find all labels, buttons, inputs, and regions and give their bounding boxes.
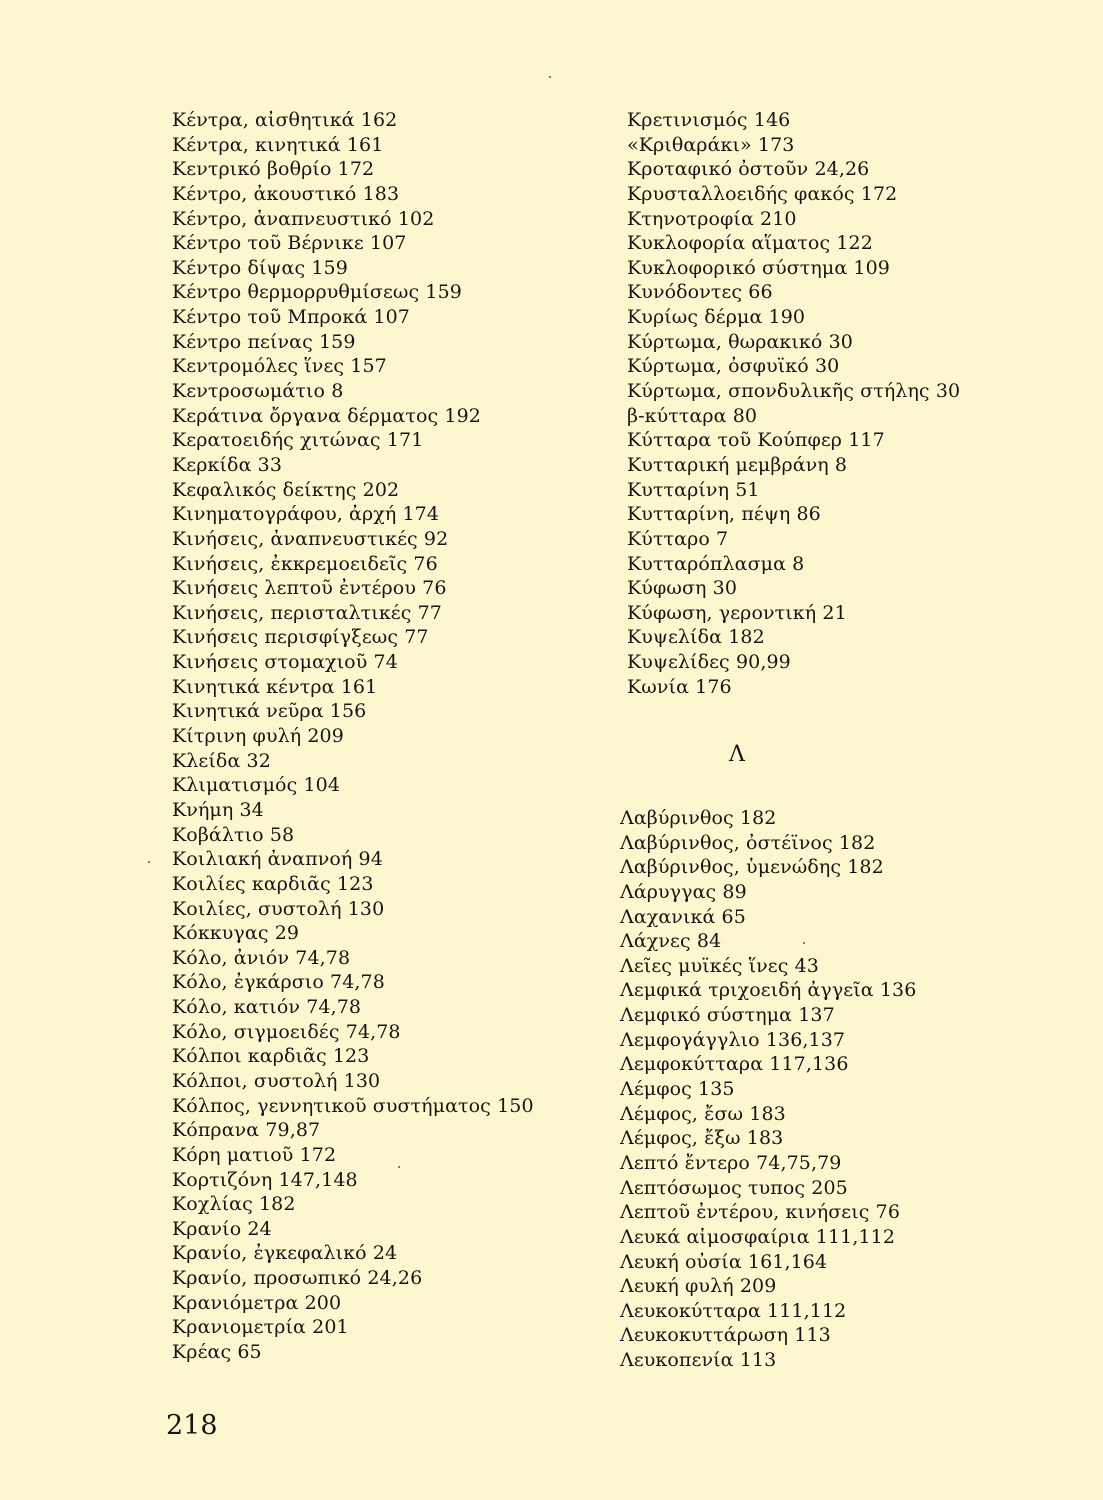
index-column-left	[172, 108, 572, 1365]
index-entry: Κόπρανα 79,87	[172, 1119, 321, 1142]
index-entry: Κυτταρόπλασμα 8	[627, 552, 805, 575]
index-column-right-top	[627, 108, 1067, 699]
index-entry: Κέντρο θερμορρυθμίσεως 159	[172, 281, 462, 304]
print-speck	[398, 1166, 400, 1168]
index-entry: Κυτταρική μεμβράνη 8	[627, 453, 848, 476]
index-entry: Κυψελίδες 90,99	[627, 651, 791, 674]
index-entry: Κινήσεις στομαχιοῦ 74	[172, 651, 398, 674]
index-entry: Κόρη ματιοῦ 172	[172, 1143, 337, 1166]
index-entry: Κέντρο, ἀναπνευστικό 102	[172, 207, 435, 230]
index-entry: Λεπτόσωμος τυπος 205	[620, 1176, 848, 1199]
index-entry: Κερατοειδής χιτώνας 171	[172, 429, 424, 452]
print-speck	[803, 942, 805, 944]
page-number: 218	[166, 1410, 218, 1441]
index-entry: Κοχλίας 182	[172, 1193, 296, 1216]
index-entry: Κοβάλτιο 58	[172, 823, 295, 846]
index-entry: Κινήσεις, περισταλτικές 77	[172, 601, 443, 624]
index-entry: Κύτταρο 7	[627, 527, 729, 550]
index-entry: Κινήσεις λεπτοῦ ἐντέρου 76	[172, 577, 447, 600]
index-entry: Κοιλιακή ἀναπνοή 94	[172, 848, 383, 871]
index-entry: Κυρίως δέρμα 190	[627, 306, 806, 329]
index-entry: Κέντρο τοῦ Μπροκά 107	[172, 306, 410, 329]
print-speck	[549, 76, 551, 78]
index-entry: Κέντρα, κινητικά 161	[172, 133, 384, 156]
index-entry: Κίτρινη φυλή 209	[172, 725, 344, 748]
index-entry: Κρανίο 24	[172, 1217, 272, 1240]
index-entry: Κόλο, ἐγκάρσιο 74,78	[172, 971, 385, 994]
index-entry: Λευκή φυλή 209	[620, 1275, 777, 1298]
index-entry: Κλιματισμός 104	[172, 774, 341, 797]
index-entry: Λέμφος, ἔσω 183	[620, 1102, 786, 1125]
index-entry: β-κύτταρα 80	[627, 404, 758, 427]
index-entry: Κύρτωμα, θωρακικό 30	[627, 330, 853, 353]
index-entry: Κρέας 65	[172, 1341, 262, 1364]
index-entry: Κινήσεις, ἀναπνευστικές 92	[172, 527, 449, 550]
index-entry: Κεντρικό βοθρίο 172	[172, 158, 375, 181]
index-entry: Κυκλοφορία αἵματος 122	[627, 232, 873, 255]
index-entry: Κυτταρίνη, πέψη 86	[627, 503, 821, 526]
index-entry: Λέμφος 135	[620, 1078, 735, 1101]
index-entry: Κρανίο, ἐγκεφαλικό 24	[172, 1242, 398, 1265]
index-entry: Κλείδα 32	[172, 749, 271, 772]
index-entry: Κυνόδοντες 66	[627, 281, 773, 304]
section-letter-heading: Λ	[729, 742, 745, 767]
index-entry: Κόλπος, γεννητικοῦ συστήματος 150	[172, 1094, 534, 1117]
index-entry: Κέντρο, ἀκουστικό 183	[172, 182, 400, 205]
index-entry: Λεπτοῦ ἐντέρου, κινήσεις 76	[620, 1201, 901, 1224]
index-entry: Λευκά αἱμοσφαίρια 111,112	[620, 1225, 896, 1248]
index-entry: Κεντρομόλες ἵνες 157	[172, 355, 387, 378]
index-entry: Κνήμη 34	[172, 798, 264, 821]
index-entry: Κορτιζόνη 147,148	[172, 1168, 358, 1191]
index-entry: Λαβύρινθος 182	[620, 807, 777, 829]
index-entry: Λέμφος, ἔξω 183	[620, 1127, 784, 1150]
index-entry: Λαχανικά 65	[620, 905, 746, 928]
index-entry: Κινητικά κέντρα 161	[172, 675, 378, 698]
index-entry: Κινηματογράφου, ἀρχή 174	[172, 503, 440, 526]
index-entry: Λάχνες 84	[620, 930, 722, 953]
index-entry: Κρυσταλλοειδής φακός 172	[627, 182, 898, 205]
index-entry: Λαβύρινθος, ὑμενώδης 182	[620, 856, 884, 879]
index-entry: Κύρτωμα, ὀσφυϊκό 30	[627, 355, 840, 378]
index-entry: Κόκκυγας 29	[172, 922, 300, 945]
index-entry: Λευκή οὐσία 161,164	[620, 1250, 828, 1273]
index-entry: Κέντρο δίψας 159	[172, 256, 348, 279]
index-entry: Λεμφικό σύστημα 137	[620, 1004, 835, 1027]
index-entry: Κύφωση 30	[627, 577, 738, 600]
index-entry: Κοιλίες, συστολή 130	[172, 897, 385, 920]
index-entry: Κεφαλικός δείκτης 202	[172, 478, 400, 501]
index-entry: Κερκίδα 33	[172, 453, 283, 476]
print-speck	[148, 861, 150, 863]
index-entry: Κρανιομετρία 201	[172, 1316, 349, 1339]
index-entry: Λευκοκυττάρωση 113	[620, 1324, 831, 1347]
index-entry: Λεμφικά τριχοειδή ἀγγεῖα 136	[620, 979, 917, 1002]
index-entry: Κινήσεις, ἐκκρεμοειδεῖς 76	[172, 552, 438, 575]
index-entry: Λευκοκύτταρα 111,112	[620, 1299, 847, 1322]
index-entry: Κοιλίες καρδιᾶς 123	[172, 872, 374, 895]
index-entry: Λεπτό ἔντερο 74,75,79	[620, 1151, 842, 1174]
index-entry: Κινήσεις περισφίγξεως 77	[172, 626, 429, 649]
index-entry: Κέντρο τοῦ Βέρνικε 107	[172, 232, 407, 255]
index-entry: Λεῖες μυϊκές ἵνες 43	[620, 954, 819, 977]
index-entry: Κύτταρα τοῦ Κούπφερ 117	[627, 429, 885, 452]
index-entry: Κόλποι, συστολή 130	[172, 1069, 381, 1092]
index-entry: Κεντροσωμάτιο 8	[172, 380, 344, 403]
index-entry: Κυτταρίνη 51	[627, 478, 760, 501]
index-entry: Λευκοπενία 113	[620, 1349, 777, 1372]
index-entry: Κρετινισμός 146	[627, 109, 791, 131]
index-entry: Κόλο, ἀνιόν 74,78	[172, 946, 351, 969]
index-entry: Κόλποι καρδιᾶς 123	[172, 1045, 370, 1068]
index-entry: Λάρυγγας 89	[620, 880, 747, 903]
index-entry: Κύφωση, γεροντική 21	[627, 601, 847, 624]
index-entry: Λαβύρινθος, ὀστέϊνος 182	[620, 831, 876, 854]
index-entry: Κυκλοφορικό σύστημα 109	[627, 256, 890, 279]
index-entry: «Κριθαράκι» 173	[627, 133, 795, 156]
index-entry: Κόλο, κατιόν 74,78	[172, 996, 362, 1019]
index-entry: Κυψελίδα 182	[627, 626, 765, 649]
index-entry: Κτηνοτροφία 210	[627, 207, 797, 230]
index-entry: Κύρτωμα, σπονδυλικῆς στήλης 30	[627, 380, 961, 403]
index-entry: Κεράτινα ὄργανα δέρματος 192	[172, 404, 481, 427]
index-entry: Λεμφογάγγλιο 136,137	[620, 1028, 846, 1051]
index-entry: Κρανιόμετρα 200	[172, 1291, 342, 1314]
index-entry: Κρανίο, προσωπικό 24,26	[172, 1267, 423, 1290]
index-entry: Κινητικά νεῦρα 156	[172, 700, 367, 723]
index-entry: Κωνία 176	[627, 675, 732, 698]
index-column-right-bottom	[620, 806, 1080, 1373]
index-entry: Κόλο, σιγμοειδές 74,78	[172, 1020, 401, 1043]
index-entry: Κέντρα, αἰσθητικά 162	[172, 109, 398, 131]
index-entry: Κέντρο πείνας 159	[172, 330, 356, 353]
index-entry: Κροταφικό ὀστοῦν 24,26	[627, 158, 870, 181]
index-entry: Λεμφοκύτταρα 117,136	[620, 1053, 849, 1076]
